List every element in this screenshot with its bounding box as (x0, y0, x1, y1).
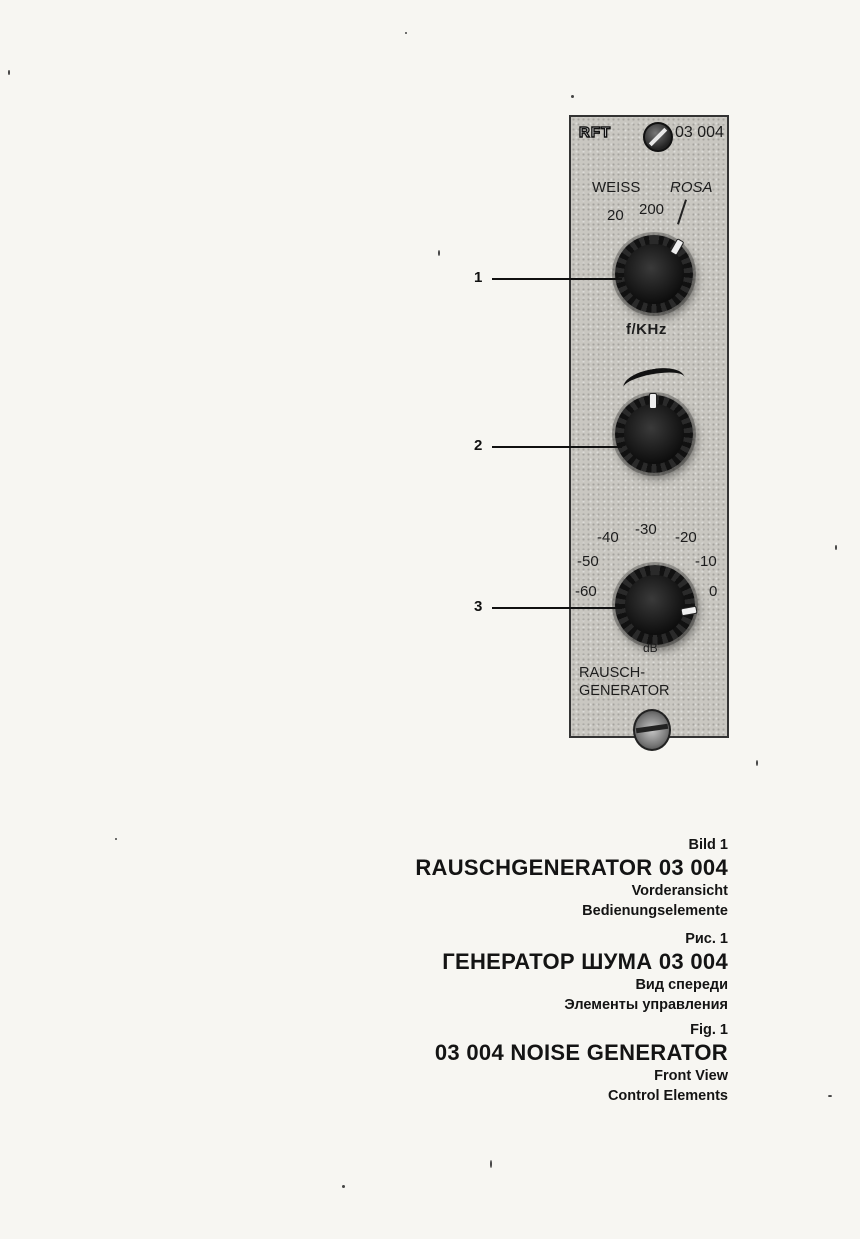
paper-speck (115, 838, 117, 840)
paper-speck (571, 95, 574, 98)
callout-3-number: 3 (474, 598, 483, 615)
top-mounting-screw (643, 122, 673, 152)
frequency-knob-pointer (670, 238, 685, 256)
atten-label-minus40: -40 (597, 529, 619, 546)
level-knob[interactable] (615, 395, 693, 473)
filter-label-weiss: WEISS (592, 179, 641, 196)
figure-subtitle-ru-2: Элементы управления (564, 997, 728, 1013)
callout-3-line (492, 607, 622, 609)
model-number: 03 004 (675, 124, 724, 141)
callout-2-number: 2 (474, 437, 483, 454)
caption-german (415, 835, 728, 921)
callout-1-number: 1 (474, 269, 483, 286)
callout-1-line (492, 278, 622, 280)
frequency-knob[interactable] (615, 235, 693, 313)
caption-english (435, 1020, 728, 1106)
figure-subtitle-en-1: Front View (654, 1068, 728, 1084)
figure-title-ru: ГЕНЕРАТОР ШУМА 03 004 (442, 949, 728, 974)
paper-speck (342, 1185, 345, 1188)
figure-subtitle-de-1: Vorderansicht (631, 883, 728, 899)
callout-2-line (492, 446, 622, 448)
paper-speck (490, 1160, 492, 1168)
figure-subtitle-ru-1: Вид спереди (635, 977, 728, 993)
paper-speck (828, 1095, 832, 1097)
paper-speck (835, 545, 837, 550)
attenuator-knob-pointer (680, 606, 697, 617)
figure-number-de: Bild 1 (688, 837, 728, 853)
atten-unit-label: dB (643, 641, 658, 655)
front-panel (569, 115, 729, 738)
attenuator-knob[interactable] (615, 565, 695, 645)
device-name-line2: GENERATOR (579, 683, 670, 699)
freq-label-200: 200 (639, 201, 665, 218)
figure-title-de: RAUSCHGENERATOR 03 004 (415, 855, 728, 880)
rosa-pointer-line (677, 199, 687, 224)
atten-label-minus60: -60 (575, 583, 597, 600)
bottom-mounting-screw (633, 709, 671, 751)
level-knob-pointer (649, 393, 657, 409)
atten-label-minus50: -50 (577, 553, 599, 570)
freq-label-20: 20 (607, 207, 624, 224)
atten-label-minus20: -20 (675, 529, 697, 546)
paper-speck (8, 70, 10, 75)
atten-label-zero: 0 (709, 583, 718, 600)
paper-speck (756, 760, 758, 766)
filter-label-rosa: ROSA (670, 179, 713, 196)
atten-label-minus30: -30 (635, 521, 657, 538)
paper-speck (405, 32, 407, 34)
figure-subtitle-en-2: Control Elements (607, 1088, 728, 1104)
caption-russian (442, 929, 728, 1015)
figure-subtitle-de-2: Bedienungselemente (582, 903, 728, 919)
figure-number-ru: Рис. 1 (685, 931, 728, 947)
figure-title-en: 03 004 NOISE GENERATOR (434, 1040, 728, 1065)
figure-number-en: Fig. 1 (690, 1022, 728, 1038)
freq-unit-label: f/KHz (626, 321, 667, 338)
rft-logo: RFT (579, 124, 612, 141)
paper-speck (438, 250, 440, 256)
device-name-line1: RAUSCH- (579, 665, 646, 681)
atten-label-minus10: -10 (695, 553, 717, 570)
